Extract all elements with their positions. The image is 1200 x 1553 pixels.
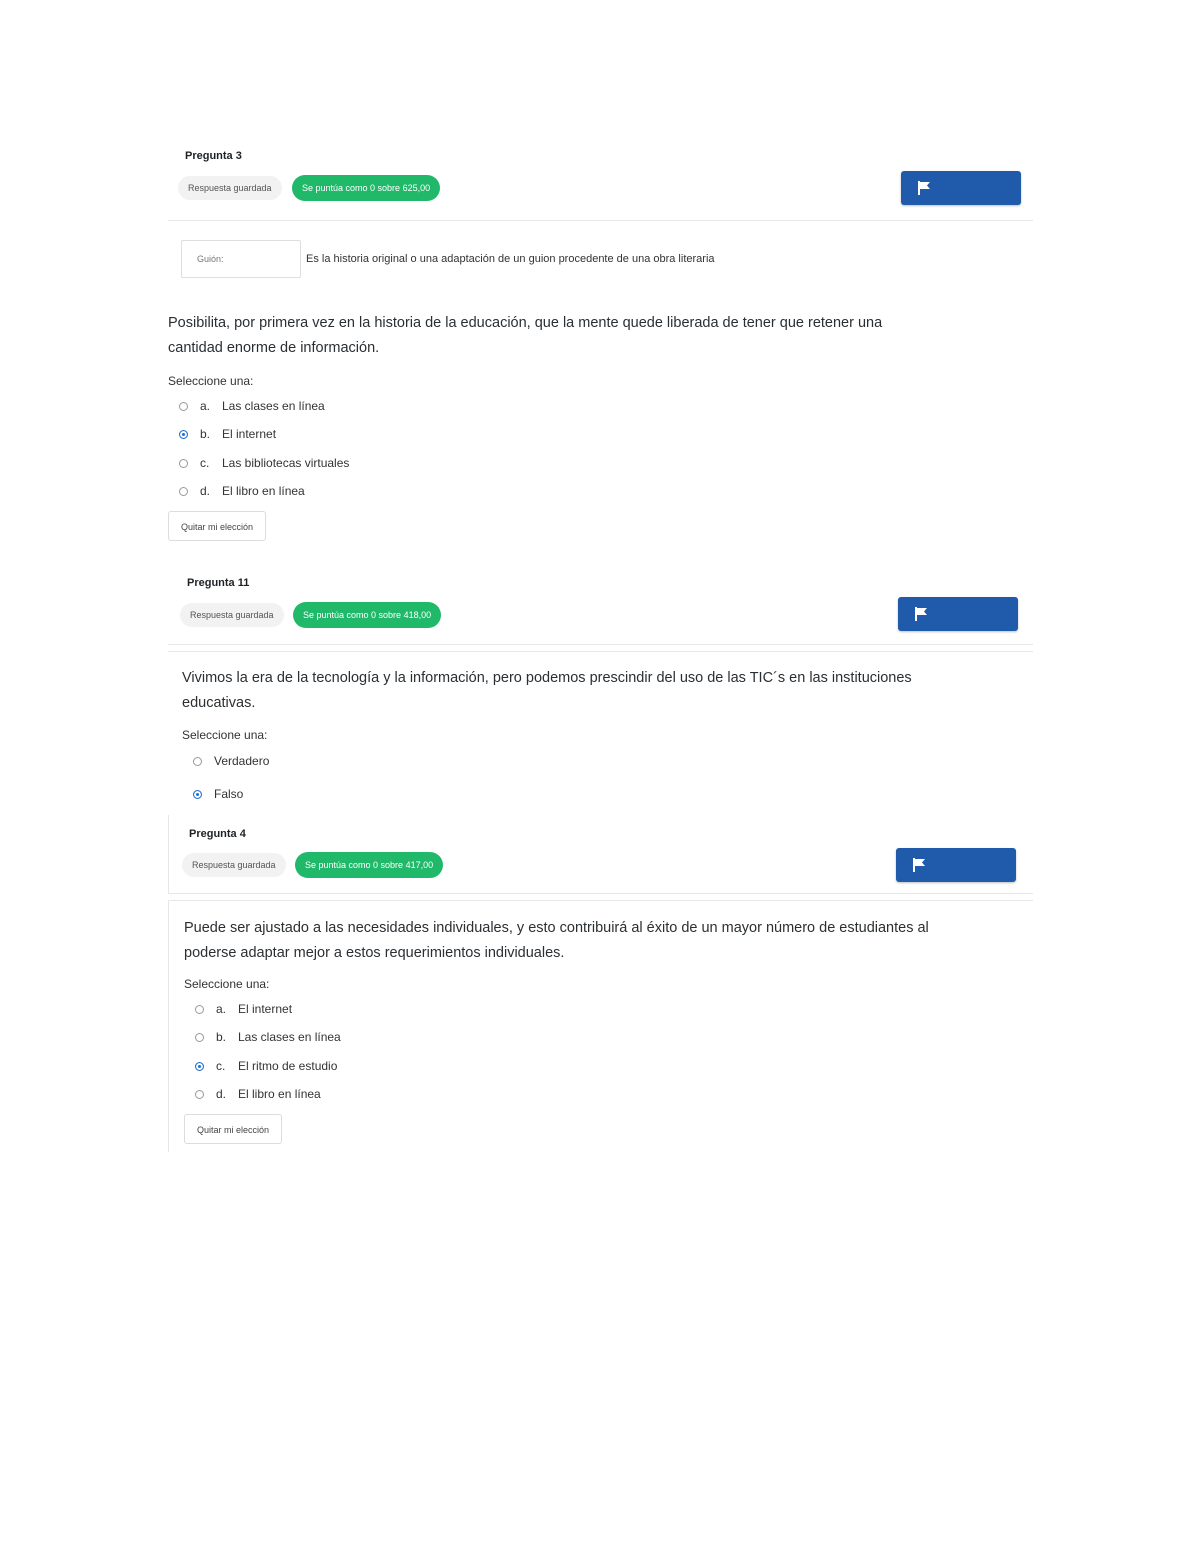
- question-4-grade-badge: Se puntúa como 0 sobre 417,00: [295, 852, 443, 878]
- question-text-line: educativas.: [182, 695, 256, 711]
- question-4-flag-button[interactable]: [896, 848, 1016, 882]
- answer-option-true[interactable]: [193, 752, 269, 770]
- question-3-flag-button[interactable]: [901, 171, 1021, 205]
- answer-option-d[interactable]: [195, 1085, 321, 1103]
- question-4-content-border: [168, 900, 169, 1152]
- radio-button[interactable]: [195, 1090, 204, 1099]
- option-label: Las clases en línea: [238, 1030, 341, 1044]
- question-3-title: Pregunta 3: [185, 150, 242, 162]
- answer-option-b[interactable]: [195, 1028, 341, 1046]
- option-letter: c.: [216, 1059, 226, 1073]
- glossary-term-box: Guión:: [181, 240, 301, 278]
- question-3-divider: [168, 220, 1033, 221]
- question-11-status-badge: Respuesta guardada: [180, 603, 284, 627]
- flag-icon: [917, 181, 931, 195]
- option-label: El internet: [238, 1002, 293, 1016]
- option-label: El internet: [222, 427, 277, 441]
- select-one-label: Seleccione una:: [182, 728, 268, 742]
- select-one-label: Seleccione una:: [184, 977, 270, 991]
- radio-button[interactable]: [179, 487, 188, 496]
- question-text: [182, 666, 1062, 716]
- radio-button-checked[interactable]: [179, 430, 188, 439]
- question-11-flag-button[interactable]: [898, 597, 1018, 631]
- answer-option-a[interactable]: [195, 1000, 292, 1018]
- option-letter: a.: [216, 1002, 227, 1016]
- answer-option-c[interactable]: [179, 454, 349, 472]
- option-letter: d.: [216, 1087, 227, 1101]
- question-text-line: poderse adaptar mejor a estos requerimientos individuales.: [184, 945, 565, 961]
- flag-icon: [912, 858, 926, 872]
- question-4-title: Pregunta 4: [189, 828, 246, 840]
- question-3-grade-badge: Se puntúa como 0 sobre 625,00: [292, 175, 440, 201]
- radio-button-checked[interactable]: [193, 790, 202, 799]
- answer-option-a[interactable]: [179, 397, 325, 415]
- radio-button[interactable]: [179, 459, 188, 468]
- question-4-divider: [168, 893, 1033, 894]
- option-label: Las clases en línea: [222, 399, 325, 413]
- question-11-grade-badge: Se puntúa como 0 sobre 418,00: [293, 602, 441, 628]
- radio-button[interactable]: [195, 1033, 204, 1042]
- radio-button[interactable]: [195, 1005, 204, 1014]
- answer-option-b[interactable]: [179, 425, 276, 443]
- question-11-title: Pregunta 11: [187, 577, 250, 589]
- option-label: Falso: [214, 787, 244, 801]
- question-text-line: cantidad enorme de información.: [168, 340, 380, 356]
- question-11-divider: [168, 651, 1033, 652]
- option-letter: b.: [216, 1030, 227, 1044]
- radio-button[interactable]: [193, 757, 202, 766]
- option-letter: c.: [200, 456, 210, 470]
- option-letter: b.: [200, 427, 211, 441]
- answer-option-d[interactable]: [179, 482, 305, 500]
- option-letter: a.: [200, 399, 211, 413]
- option-label: El libro en línea: [238, 1087, 321, 1101]
- question-text: [168, 311, 1048, 361]
- clear-choice-button[interactable]: Quitar mi elección: [168, 511, 266, 541]
- question-11-divider: [168, 644, 1033, 645]
- radio-button[interactable]: [179, 402, 188, 411]
- answer-option-false[interactable]: [193, 785, 243, 803]
- option-label: El libro en línea: [222, 484, 305, 498]
- radio-button-checked[interactable]: [195, 1062, 204, 1071]
- answer-option-c[interactable]: [195, 1057, 337, 1075]
- question-4-divider: [170, 900, 1033, 901]
- question-3-status-badge: Respuesta guardada: [178, 176, 282, 200]
- select-one-label: Seleccione una:: [168, 374, 254, 388]
- option-label: Verdadero: [214, 754, 270, 768]
- question-text-line: Puede ser ajustado a las necesidades individuales, y esto contribuirá al éxito de un mayor número de estudiantes al: [184, 920, 929, 936]
- option-label: El ritmo de estudio: [238, 1059, 338, 1073]
- question-4-border: [168, 815, 169, 893]
- question-4-status-badge: Respuesta guardada: [182, 853, 286, 877]
- glossary-definition: Es la historia original o una adaptación de un guion procedente de una obra literaria: [306, 253, 715, 265]
- option-letter: d.: [200, 484, 211, 498]
- flag-icon: [914, 607, 928, 621]
- question-text-line: Posibilita, por primera vez en la historia de la educación, que la mente quede liberada de tener que retener una: [168, 315, 883, 331]
- clear-choice-button[interactable]: Quitar mi elección: [184, 1114, 282, 1144]
- option-label: Las bibliotecas virtuales: [222, 456, 350, 470]
- question-text: [184, 916, 1064, 966]
- question-text-line: Vivimos la era de la tecnología y la información, pero podemos prescindir del uso de las TIC´s en las instituciones: [182, 670, 912, 686]
